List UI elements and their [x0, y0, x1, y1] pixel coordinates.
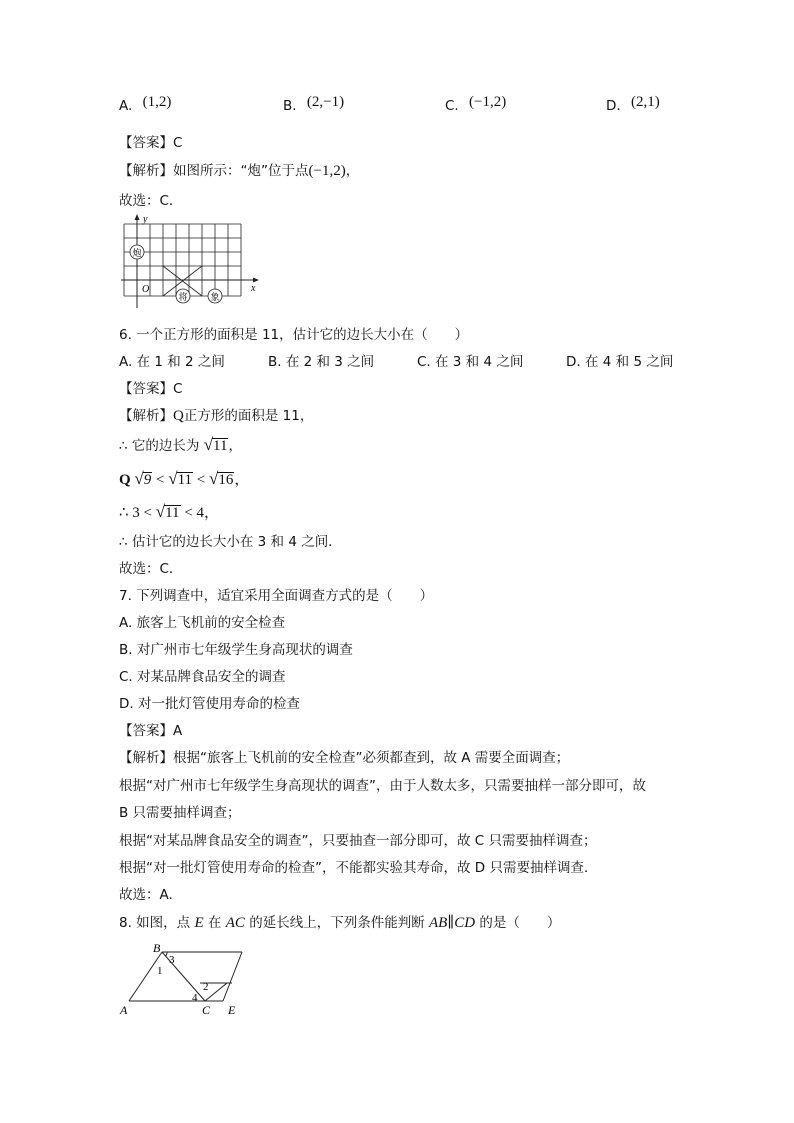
q8-question: [119, 914, 560, 932]
sqrt-9: 9: [143, 472, 152, 488]
point-e: E: [194, 915, 204, 931]
less-than: <: [156, 472, 165, 488]
q6-option-a: A. 在 1 和 2 之间: [119, 354, 225, 370]
option-letter: C.: [445, 98, 459, 114]
question-text: 8. 如图，点: [119, 915, 195, 931]
analysis-tag: 【解析】: [119, 408, 173, 424]
analysis-text: 估计它的边长大小在 3 和 4 之间．: [131, 534, 342, 550]
x-axis-label: x: [251, 283, 256, 294]
q6-analysis-2: ∴ 它的边长为 √11，: [119, 435, 242, 454]
analysis-end: ，: [345, 163, 360, 179]
label-1: 1: [157, 965, 163, 977]
segment-ac: AC: [225, 915, 245, 931]
option-value: (−1,2): [469, 94, 507, 110]
q6-analysis-5: [119, 533, 342, 551]
lower-bound: 3: [132, 505, 140, 521]
q7-analysis-1: 【解析】根据“旅客上飞机前的安全检查”必须都查到，故 A 需要全面调查；: [119, 750, 570, 766]
question-text: 的是（ ）: [475, 915, 561, 931]
question-text: 在: [203, 915, 226, 931]
analysis-point: (−1,2): [308, 163, 346, 179]
q7-option-c: C. 对某品牌食品安全的调查: [119, 669, 286, 685]
label-a: A: [120, 1003, 128, 1017]
analysis-text: 正方形的面积是 11，: [183, 408, 314, 424]
q6-analysis-1: [119, 407, 313, 425]
q7-analysis-5: 根据“对一批灯管使用寿命的检查”，不能都实验其寿命，故 D 只需要抽样调查．: [119, 860, 598, 876]
less-than: <: [196, 472, 206, 488]
origin-label: O: [142, 284, 150, 295]
less-than: <: [184, 505, 193, 521]
chess-grid-figure: [119, 214, 264, 310]
option-letter: D.: [606, 98, 621, 114]
sqrt-11: 11: [165, 505, 180, 521]
because-symbol: Q: [173, 408, 184, 424]
option-letter: A.: [119, 98, 133, 114]
piece-jiang: [176, 289, 190, 303]
option-value: (2,−1): [306, 94, 345, 110]
analysis-end: ，: [204, 503, 220, 521]
label-c: C: [202, 1003, 211, 1017]
question-text: 的延长线上，下列条件能判断: [244, 915, 429, 931]
piece-pao: [130, 245, 144, 259]
q6-option-b: B. 在 2 和 3 之间: [268, 354, 375, 370]
because-symbol: Q: [119, 472, 131, 488]
q6-option-d: D. 在 4 和 5 之间: [566, 354, 674, 370]
y-axis-label: y: [143, 214, 148, 225]
label-3: 3: [169, 954, 175, 966]
parallel-relation: AB∥CD: [429, 915, 476, 931]
less-than: <: [143, 505, 153, 521]
q6-analysis-3: Q √9 < √11 < √16，: [119, 469, 250, 488]
therefore-symbol: ∴: [119, 503, 129, 521]
q5-option-c: [445, 94, 507, 115]
q6-answer: 【答案】C: [119, 381, 183, 397]
upper-bound: 4: [196, 505, 205, 521]
sqrt-11: 11: [213, 438, 228, 454]
q6-question: 6. 一个正方形的面积是 11，估计它的边长大小在（ ）: [119, 327, 469, 343]
sqrt-11: 11: [177, 472, 193, 488]
label-2: 2: [203, 981, 209, 993]
q7-option-a: A. 旅客上飞机前的安全检查: [119, 615, 286, 631]
parallelogram-figure: [117, 938, 247, 1018]
option-value: (2,1): [630, 94, 660, 110]
q5-conclusion: 故选：C．: [119, 193, 183, 209]
q7-conclusion: 故选：A.: [119, 887, 173, 903]
q6-analysis-4: ∴ 3 < √11 < 4，: [119, 502, 220, 521]
q6-option-c: C. 在 3 和 4 之间: [417, 354, 524, 370]
y-axis-arrow: [135, 214, 140, 220]
analysis-end: ，: [228, 438, 242, 454]
piece-xiang: [208, 289, 222, 303]
q7-answer: 【答案】A: [119, 723, 183, 739]
q6-conclusion: 故选：C．: [119, 561, 183, 577]
q5-option-b: [283, 94, 345, 115]
label-b: B: [153, 941, 161, 955]
piece-xiang-label: 象: [210, 293, 220, 303]
q5-option-a: [119, 94, 172, 115]
therefore-symbol: ∴: [119, 534, 128, 550]
label-4: 4: [192, 992, 198, 1004]
q7-question: 7. 下列调查中，适宜采用全面调查方式的是（ ）: [119, 588, 434, 604]
segment-top-e: [223, 952, 242, 1001]
q7-analysis-2: 根据“对广州市七年级学生身高现状的调查”，由于人数太多，只需要抽样一部分即可，故: [119, 778, 646, 794]
piece-pao-label: 炮: [132, 249, 142, 259]
q7-option-d: D. 对一批灯管使用寿命的检查: [119, 696, 300, 712]
sqrt-16: 16: [218, 472, 234, 488]
piece-jiang-label: 将: [178, 293, 188, 303]
q7-analysis-3: B 只需要抽样调查；: [119, 805, 241, 821]
x-axis-arrow: [253, 278, 259, 283]
analysis-text: 【解析】如图所示：“炮”位于点: [119, 163, 309, 179]
q5-option-d: [606, 94, 660, 115]
analysis-end: ，: [234, 470, 250, 488]
label-e: E: [228, 1003, 236, 1017]
q5-analysis: [119, 162, 359, 180]
therefore-symbol: ∴: [119, 438, 128, 454]
analysis-text: 它的边长为: [131, 438, 200, 454]
option-value: (1,2): [142, 94, 172, 110]
q7-analysis-4: 根据“对某品牌食品安全的调查”，只要抽查一部分即可，故 C 只需要抽样调查；: [119, 833, 597, 849]
angle-mark-3: [166, 952, 168, 956]
option-letter: B.: [283, 98, 297, 114]
q5-answer: 【答案】C: [119, 135, 183, 151]
q7-option-b: B. 对广州市七年级学生身高现状的调查: [119, 642, 353, 658]
